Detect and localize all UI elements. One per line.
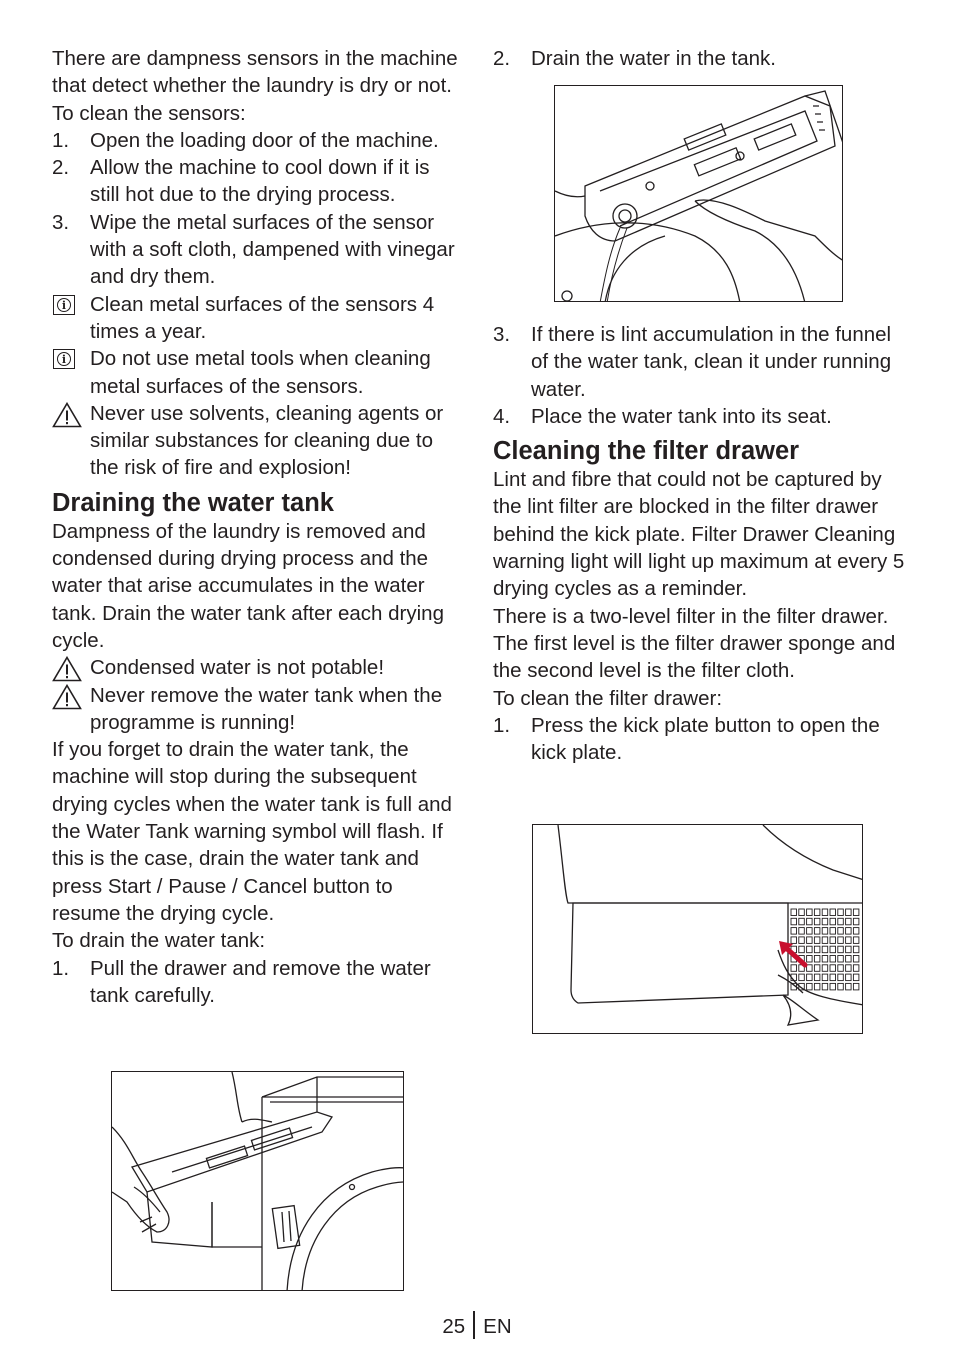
list-number: 2. (493, 47, 511, 70)
intro-lead: To clean the sensors: (52, 101, 246, 125)
intro-paragraph: There are dampness sensors in the machine that detect whether the laundry is dry or not. (52, 47, 458, 98)
warning-note-text: Condensed water is not potable! (90, 656, 385, 680)
illustration-kick-plate (532, 824, 863, 1034)
info-note-text: Do not use metal tools when cleaning metal surfaces of the sensors. (90, 347, 431, 398)
info-icon: i (53, 349, 75, 369)
right-column-continued (493, 321, 905, 766)
list-text: Wipe the metal surfaces of the sensor with a soft cloth, dampened with vinegar and dry them. (90, 210, 455, 289)
section-heading-filter-drawer: Cleaning the filter drawer (493, 437, 800, 466)
list-item (52, 955, 464, 1010)
info-note (52, 291, 464, 346)
list-item (493, 712, 905, 767)
language-code: EN (483, 1315, 512, 1338)
list-item (493, 45, 905, 72)
list-number: 2. (52, 156, 70, 180)
list-number: 3. (52, 210, 70, 234)
list-item (52, 209, 464, 291)
footer-divider (473, 1311, 475, 1339)
info-icon: i (53, 295, 75, 315)
list-number: 1. (52, 956, 70, 980)
list-item (52, 154, 464, 209)
list-number: 1. (52, 128, 70, 152)
page-footer (0, 1311, 954, 1339)
list-item (52, 127, 464, 154)
list-text: Open the loading door of the machine. (90, 128, 439, 152)
warning-triangle-icon (52, 656, 82, 682)
warning-note (52, 400, 464, 482)
warning-note (52, 654, 464, 681)
list-text: If there is lint accumulation in the funnel of the water tank, clean it under running water. (531, 323, 892, 401)
list-text: Allow the machine to cool down if it is still hot due to the drying process. (90, 156, 430, 207)
warning-note-text: Never remove the water tank when the programme is running! (90, 683, 443, 734)
warning-note-text: Never use solvents, cleaning agents or similar substances for cleaning due to the risk of fire and explosion! (90, 401, 444, 480)
filter-paragraph: Lint and fibre that could not be captured by the lint filter are blocked in the filter drawer behind the kick plate. Filter Drawer Cleaning warning light will light up maximum at every 5 drying cycles as a reminder. (493, 468, 905, 601)
illustration-pull-water-tank (111, 1071, 404, 1291)
filter-lead: To clean the filter drawer: (493, 686, 723, 710)
warning-triangle-icon (52, 684, 82, 710)
drain-lead: To drain the water tank: (52, 929, 266, 953)
list-text: Place the water tank into its seat. (531, 404, 832, 428)
left-column (52, 45, 464, 1009)
list-number: 4. (493, 404, 511, 428)
list-text: Press the kick plate button to open the kick plate. (531, 713, 880, 765)
page-number: 25 (442, 1315, 466, 1338)
press-arrow-icon (773, 935, 813, 975)
filter-paragraph: There is a two-level filter in the filter drawer. The first level is the filter drawer sponge and the second level is the filter cloth. (493, 604, 896, 683)
list-text: Drain the water in the tank. (531, 47, 776, 70)
info-note (52, 345, 464, 400)
list-item (493, 403, 905, 430)
info-note-text: Clean metal surfaces of the sensors 4 times a year. (90, 292, 435, 343)
illustration-drain-tank (554, 85, 843, 302)
drain-intro: Dampness of the laundry is removed and condensed during drying process and the water that arise accumulates in the water tank. Drain the water tank after each drying cycle. (52, 519, 444, 652)
list-number: 3. (493, 323, 511, 346)
section-heading-draining: Draining the water tank (52, 488, 334, 517)
list-text: Pull the drawer and remove the water tank carefully. (90, 956, 431, 1007)
warning-triangle-icon (52, 402, 82, 428)
list-number: 1. (493, 713, 511, 737)
drain-forget-paragraph: If you forget to drain the water tank, the machine will stop during the subsequent drying cycles when the water tank is full and the Water Tank warning symbol will flash. If this is the case, drain the water tank and press Start / Pause / Cancel button to resume the drying cycle. (52, 738, 452, 925)
list-item (493, 321, 905, 403)
right-column (493, 45, 905, 72)
warning-note (52, 682, 464, 737)
